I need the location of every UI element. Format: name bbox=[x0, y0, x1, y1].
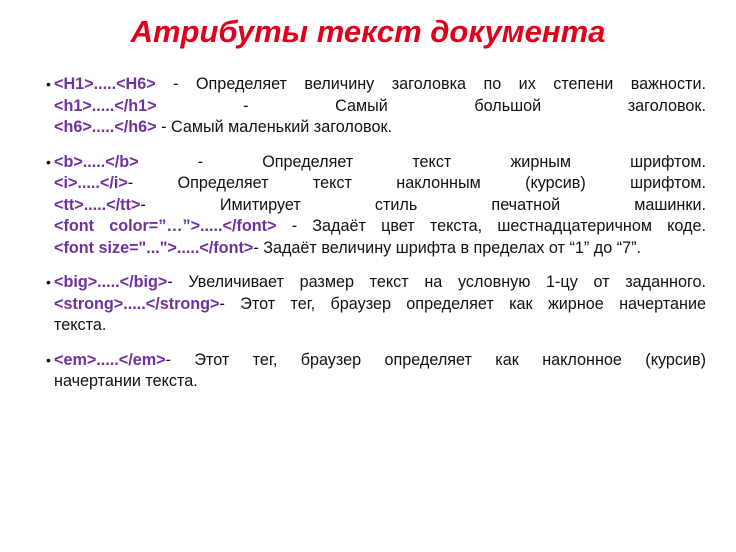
html-tag: <tt>.....</tt> bbox=[54, 195, 141, 214]
line-text: начертании текста. bbox=[54, 372, 198, 390]
bullet-text-styles bbox=[54, 152, 706, 260]
html-tag: <i>.....</i> bbox=[54, 174, 128, 192]
html-tag: <strong>.....</strong> bbox=[54, 294, 220, 313]
line-text: - Увеличивает размер текст на условную 1-цу от заданного. bbox=[167, 273, 706, 291]
slide-title: Атрибуты текст документа bbox=[130, 14, 606, 49]
bullet-line bbox=[54, 152, 706, 174]
html-tag: <font color=”…”>.....</font> bbox=[54, 217, 277, 235]
html-tag: <font size="...">.....</font> bbox=[54, 238, 254, 257]
bullet-line bbox=[54, 315, 706, 337]
bullet-line bbox=[54, 371, 706, 393]
html-tag: <H1>.....<H6> bbox=[54, 75, 156, 93]
bullet-line bbox=[54, 238, 706, 260]
bullet-em bbox=[54, 350, 706, 393]
bullet-line bbox=[54, 272, 706, 294]
bullet-big-strong bbox=[54, 272, 706, 337]
line-text: - Имитирует стиль печатной машинки. bbox=[140, 195, 706, 214]
bullet-line bbox=[54, 117, 706, 139]
html-tag: <big>.....</big> bbox=[54, 273, 168, 291]
bullet-list bbox=[54, 74, 706, 406]
bullet-line bbox=[54, 173, 706, 195]
bullet-line bbox=[54, 96, 706, 118]
bullet-line bbox=[54, 294, 706, 316]
html-tag: <b>.....</b> bbox=[54, 152, 139, 171]
bullet-line bbox=[54, 216, 706, 238]
html-tag: <em>.....</em> bbox=[54, 350, 166, 369]
bullet-line bbox=[54, 74, 706, 96]
bullet-headings bbox=[54, 74, 706, 139]
line-text: - Определяет текст жирным шрифтом. bbox=[138, 152, 706, 171]
line-text: - Определяет текст наклонным (курсив) шрифтом. bbox=[127, 174, 706, 192]
bullet-line bbox=[54, 195, 706, 217]
line-text: - Самый маленький заголовок. bbox=[156, 118, 393, 136]
line-text: - Самый большой заголовок. bbox=[156, 96, 706, 115]
line-text: - Определяет величину заголовка по их степени важности. bbox=[155, 75, 706, 93]
line-text: - Задаёт цвет текста, шестнадцатеричном коде. bbox=[276, 217, 706, 235]
line-text: - Этот тег, браузер определяет как жирное начертание bbox=[219, 294, 706, 313]
html-tag: <h6>.....</h6> bbox=[54, 118, 157, 136]
line-text: - Задаёт величину шрифта в пределах от “1” до “7”. bbox=[253, 238, 641, 257]
bullet-line bbox=[54, 350, 706, 372]
html-tag: <h1>.....</h1> bbox=[54, 96, 157, 115]
line-text: - Этот тег, браузер определяет как наклонное (курсив) bbox=[165, 350, 706, 369]
line-text: текста. bbox=[54, 316, 107, 334]
